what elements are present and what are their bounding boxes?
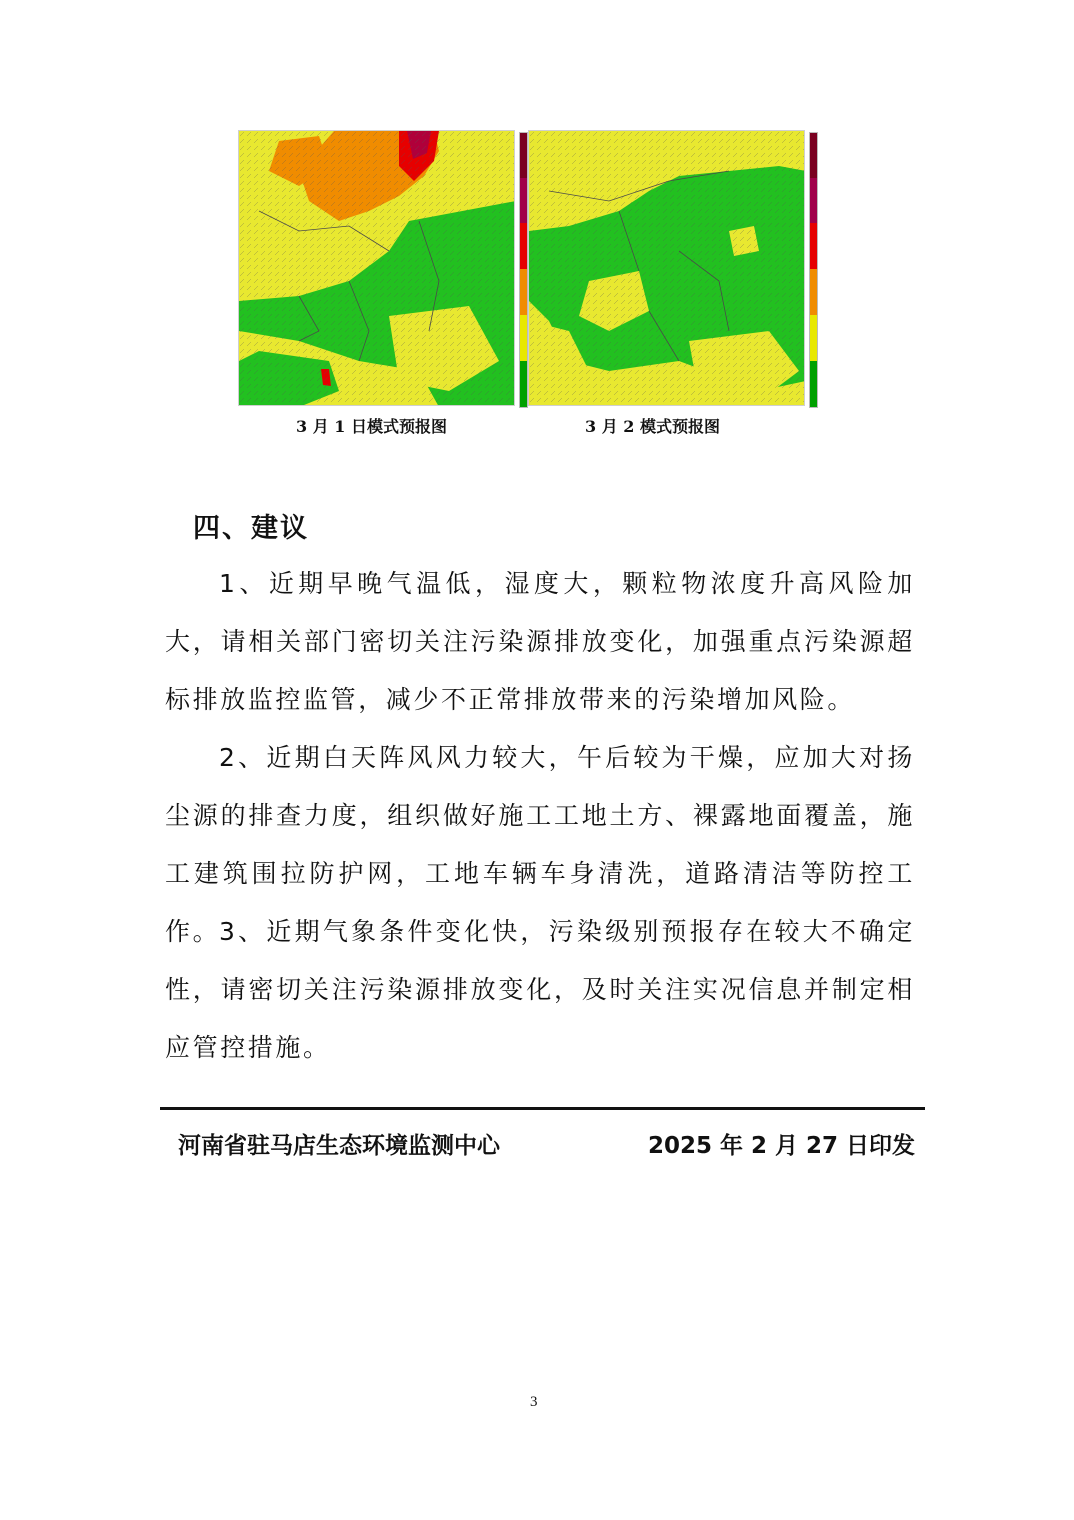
suggestion-paragraph-1: 1、近期早晚气温低，湿度大，颗粒物浓度升高风险加大，请相关部门密切关注污染源排放变化，加强重点污染源超标排放监控监管，减少不正常排放带来的污染增加风险。 [165,569,915,714]
legend-colorbar-1 [519,132,528,408]
map-1-caption: 3 月 1 日模式预报图 [296,417,447,436]
issue-date: 2025 年 2 月 27 日印发 [648,1133,916,1159]
legend-colorbar-2 [809,132,818,408]
map-2-caption: 3 月 2 模式预报图 [585,417,720,436]
forecast-map-1-image [239,131,515,406]
page-number: 3 [530,1394,538,1410]
suggestion-paragraph-2: 2、近期白天阵风风力较大，午后较为干燥，应加大对扬尘源的排查力度，组织做好施工工地土方、裸露地面覆盖，施工建筑围拉防护网，工地车辆车身清洗，道路清洁等防控工作。 [165,743,915,946]
forecast-map-march-1 [238,130,515,406]
forecast-map-march-2 [528,130,805,406]
issuing-organization: 河南省驻马店生态环境监测中心 [178,1133,500,1159]
suggestion-paragraph-3: 3、近期气象条件变化快，污染级别预报存在较大不确定性，请密切关注污染源排放变化，及时关注实况信息并制定相应管控措施。 [165,917,915,1062]
forecast-maps [238,130,823,410]
footer-divider [160,1107,925,1110]
section-heading: 四、建议 [193,513,309,544]
forecast-map-2-image [529,131,805,406]
